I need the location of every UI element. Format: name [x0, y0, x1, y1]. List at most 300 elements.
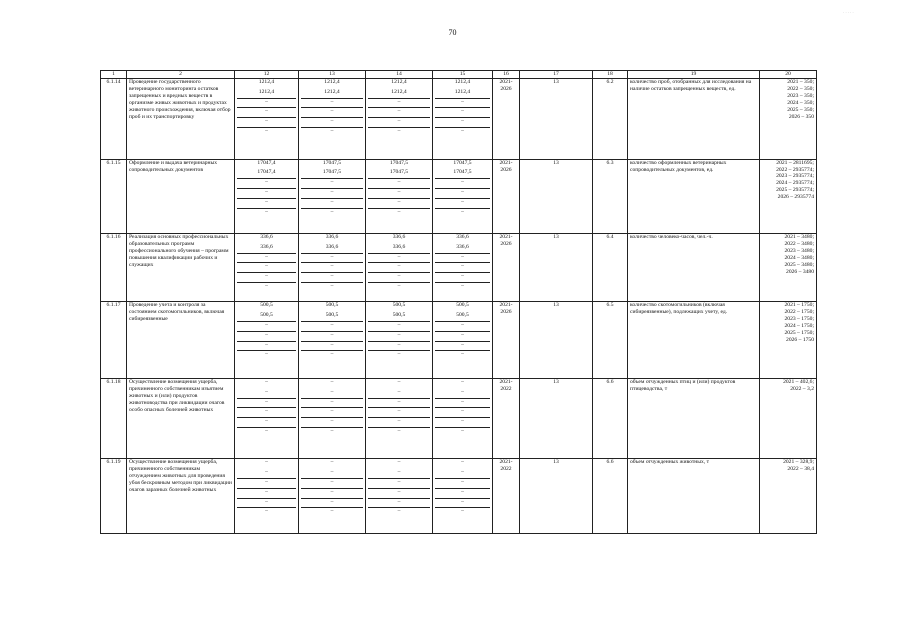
period-cell — [493, 302, 520, 379]
funding-value: 17047,5 — [453, 159, 472, 166]
header-cell: 2 — [127, 71, 235, 79]
funding-value: 500,5 — [435, 312, 490, 322]
indicator-cell — [628, 459, 760, 534]
period: 2021-2026 — [499, 159, 513, 173]
target-value: 2024 – 3480; — [784, 254, 814, 261]
funding-value: – — [237, 322, 296, 332]
col17-cell — [520, 234, 593, 302]
funding-values — [368, 79, 430, 138]
funding-value: – — [368, 108, 430, 118]
period-cell — [493, 159, 520, 233]
period: 2021-2026 — [499, 79, 513, 92]
funding-cell-c15 — [433, 79, 493, 160]
table-row — [101, 459, 817, 534]
funding-value: – — [301, 199, 363, 209]
activity-name: Проведение учета и контроля за состоянием скотомогильников, включая сибиреязвенные — [129, 302, 225, 323]
funding-cell-c12 — [235, 378, 299, 459]
indicator-number-cell — [593, 302, 628, 379]
row-number-cell — [101, 302, 127, 379]
target-value: 2024 – 2935774; — [776, 180, 814, 187]
funding-value: – — [301, 118, 363, 128]
funding-cell-c13 — [299, 159, 366, 233]
targets-list — [762, 379, 814, 393]
header-cell: 14 — [366, 71, 433, 79]
activity-name: Оформление и выдача ветеринарных сопроводительных документов — [129, 159, 218, 173]
target-value: 2021 – 402,6; — [783, 378, 814, 385]
funding-value: – — [435, 469, 490, 479]
indicator-cell — [628, 378, 760, 459]
table-header-row — [101, 71, 817, 79]
funding-value: – — [397, 282, 401, 289]
activity-name-cell — [127, 159, 235, 233]
activity-name-cell — [127, 302, 235, 379]
funding-value: – — [301, 273, 363, 283]
funding-value: 1212,4 — [454, 79, 471, 85]
row-number-cell — [101, 234, 127, 302]
funding-value: – — [368, 479, 430, 489]
funding-value: – — [368, 322, 430, 332]
target-value: 2025 – 350; — [787, 106, 814, 113]
funding-value: – — [435, 189, 490, 199]
funding-value: – — [301, 99, 363, 109]
funding-value: – — [397, 508, 401, 515]
funding-values — [237, 379, 296, 438]
funding-value: – — [435, 273, 490, 283]
col17-value: 13 — [553, 234, 559, 240]
col17-cell — [520, 159, 593, 233]
funding-value: – — [265, 208, 268, 215]
funding-values — [368, 160, 430, 219]
indicator-text: объем отчужденных птиц и (или) продуктов птицеводства, т — [630, 378, 736, 392]
funding-values — [435, 302, 490, 361]
funding-values — [301, 234, 363, 293]
funding-value: – — [237, 179, 296, 189]
targets-list — [762, 79, 814, 121]
funding-values — [368, 302, 430, 361]
funding-values — [237, 160, 296, 219]
activity-name: Осуществление возмещения ущерба, причиненного собственникам изъятием животных и (или) продуктов животноводства при ликвидации очагов особо опасных болезней животных — [129, 378, 225, 413]
header-cell: 12 — [235, 71, 299, 79]
funding-value: 500,5 — [237, 312, 296, 322]
funding-value: – — [301, 489, 363, 499]
funding-value: – — [368, 499, 430, 509]
funding-value: – — [435, 199, 490, 209]
funding-value: – — [301, 342, 363, 352]
indicator-cell — [628, 302, 760, 379]
targets-cell — [760, 302, 817, 379]
indicator-cell — [628, 79, 760, 160]
funding-cell-c15 — [433, 234, 493, 302]
funding-value: – — [237, 469, 296, 479]
period: 2021-2022 — [499, 459, 513, 473]
col17-value: 13 — [553, 159, 559, 166]
funding-cell-c12 — [235, 234, 299, 302]
funding-value: – — [397, 459, 401, 466]
funding-value: – — [301, 332, 363, 342]
funding-cell-c13 — [299, 79, 366, 160]
funding-cell-c14 — [366, 79, 433, 160]
funding-value: – — [237, 273, 296, 283]
period-cell — [493, 459, 520, 534]
funding-value: – — [435, 408, 490, 418]
funding-value: – — [397, 208, 401, 215]
funding-values — [435, 79, 490, 138]
targets-list — [762, 160, 814, 202]
funding-value: 500,5 — [368, 312, 430, 322]
funding-value: – — [237, 199, 296, 209]
funding-cell-c13 — [299, 378, 366, 459]
indicator-text: объем отчужденных животных, т — [630, 459, 710, 466]
indicator-cell — [628, 159, 760, 233]
funding-value: 17047,4 — [257, 159, 276, 166]
targets-cell — [760, 234, 817, 302]
funding-value: 336,6 — [301, 244, 363, 254]
funding-values — [301, 379, 363, 438]
row-number: 6.1.14 — [106, 79, 121, 85]
target-value: 2025 – 2935774; — [776, 187, 814, 194]
funding-value: – — [265, 127, 268, 134]
funding-value: – — [237, 263, 296, 273]
activity-name-cell — [127, 234, 235, 302]
funding-values — [435, 160, 490, 219]
funding-value: – — [368, 199, 430, 209]
funding-values — [435, 234, 490, 293]
indicator-number-cell — [593, 459, 628, 534]
funding-value: 500,5 — [301, 312, 363, 322]
funding-value: 1212,4 — [237, 89, 296, 99]
targets-cell — [760, 378, 817, 459]
funding-value: – — [265, 378, 268, 385]
activity-name-cell — [127, 459, 235, 534]
funding-value: – — [330, 459, 334, 466]
funding-values — [237, 234, 296, 293]
funding-value: – — [368, 418, 430, 428]
funding-value: – — [237, 399, 296, 409]
header-cell: 16 — [493, 71, 520, 79]
funding-cell-c15 — [433, 378, 493, 459]
target-value: 2022 – 1750; — [784, 309, 814, 316]
funding-value: – — [330, 427, 334, 434]
indicator-number-cell — [593, 79, 628, 160]
funding-value: – — [368, 254, 430, 264]
funding-value: – — [435, 179, 490, 189]
funding-value: 17047,5 — [435, 169, 490, 179]
row-number-cell — [101, 378, 127, 459]
funding-value: – — [330, 378, 334, 385]
indicator-number: 6.5 — [606, 302, 614, 309]
funding-value: 336,6 — [435, 244, 490, 254]
target-value: 2022 – 350; — [787, 85, 814, 92]
funding-value: 336,6 — [237, 244, 296, 254]
header-cell: 1 — [101, 71, 127, 79]
funding-value: – — [301, 499, 363, 509]
row-number-cell — [101, 159, 127, 233]
funding-value: – — [461, 351, 464, 358]
funding-values — [237, 79, 296, 138]
funding-cell-c14 — [366, 159, 433, 233]
target-value: 2022 – 3480; — [784, 240, 814, 247]
header-cell: 20 — [760, 71, 817, 79]
funding-values — [368, 234, 430, 293]
funding-value: – — [330, 208, 334, 215]
funding-value: – — [368, 99, 430, 109]
funding-value: – — [237, 408, 296, 418]
funding-value: – — [237, 418, 296, 428]
funding-value: – — [368, 273, 430, 283]
target-value: 2023 – 1750; — [784, 316, 814, 323]
targets-cell — [760, 79, 817, 160]
header-cell: 15 — [433, 71, 493, 79]
target-value: 2021 – 3480; — [784, 234, 814, 240]
funding-value: 500,5 — [260, 302, 273, 309]
funding-value: – — [301, 263, 363, 273]
funding-value: – — [301, 408, 363, 418]
funding-value: – — [237, 189, 296, 199]
funding-value: – — [461, 208, 464, 215]
period: 2021-2026 — [499, 302, 513, 316]
activity-name-cell — [127, 79, 235, 160]
target-value: 2026 – 2935774 — [777, 194, 814, 201]
funding-value: – — [368, 342, 430, 352]
indicator-number: 6.4 — [606, 234, 614, 240]
funding-value: – — [265, 508, 268, 515]
funding-value: – — [461, 282, 464, 289]
funding-value: 17047,4 — [237, 169, 296, 179]
funding-value: – — [237, 499, 296, 509]
funding-value: – — [237, 99, 296, 109]
table-row — [101, 378, 817, 459]
target-value: 2022 – 38,4 — [787, 466, 814, 473]
target-value: 2026 – 350 — [788, 113, 814, 120]
scan-speck: · · · · · — [843, 10, 854, 15]
indicator-number: 6.3 — [606, 159, 614, 166]
funding-value: – — [435, 332, 490, 342]
indicator-number-cell — [593, 378, 628, 459]
funding-value: – — [237, 332, 296, 342]
funding-values — [301, 160, 363, 219]
funding-value: 500,5 — [392, 302, 406, 309]
header-cell: 13 — [299, 71, 366, 79]
funding-value: – — [301, 179, 363, 189]
funding-cell-c12 — [235, 302, 299, 379]
funding-value: – — [301, 322, 363, 332]
funding-value: – — [301, 479, 363, 489]
funding-value: – — [435, 99, 490, 109]
funding-value: 17047,5 — [368, 169, 430, 179]
funding-value: – — [435, 479, 490, 489]
funding-value: – — [461, 127, 464, 134]
col17-value: 13 — [553, 378, 559, 385]
target-value: 2021 – 1750; — [784, 302, 814, 309]
col17-cell — [520, 459, 593, 534]
target-value: 2023 – 350; — [787, 92, 814, 99]
funding-value: – — [301, 469, 363, 479]
indicator-cell — [628, 234, 760, 302]
row-number: 6.1.19 — [106, 459, 121, 466]
funding-value: – — [368, 489, 430, 499]
indicator-number-cell — [593, 234, 628, 302]
funding-values — [237, 302, 296, 361]
activity-name-cell — [127, 378, 235, 459]
period-cell — [493, 234, 520, 302]
funding-value: – — [301, 389, 363, 399]
col17-value: 13 — [553, 459, 559, 466]
indicator-text: количество человеко-часов, чел.-ч. — [630, 234, 713, 240]
funding-cell-c13 — [299, 234, 366, 302]
funding-value: – — [435, 263, 490, 273]
funding-value: 1212,4 — [258, 79, 275, 85]
target-value: 2021 – 2811695; — [776, 159, 814, 166]
funding-value: – — [368, 189, 430, 199]
col17-cell — [520, 378, 593, 459]
funding-cell-c14 — [366, 302, 433, 379]
funding-value: 17047,5 — [322, 159, 342, 166]
funding-value: – — [435, 418, 490, 428]
funding-cell-c15 — [433, 159, 493, 233]
indicator-number-cell — [593, 159, 628, 233]
funding-value: – — [237, 389, 296, 399]
funding-cell-c14 — [366, 378, 433, 459]
funding-value: – — [435, 399, 490, 409]
funding-value: – — [397, 351, 401, 358]
funding-value: – — [368, 408, 430, 418]
funding-cell-c14 — [366, 234, 433, 302]
funding-value: – — [330, 508, 334, 515]
activity-name: Проведение государственного ветеринарного мониторинга остатков запрещенных и вредных веществ в организме живых животных и продуктах животного происхождения, включая отбор проб и их транспортировку — [129, 79, 231, 120]
target-value: 2025 – 3480; — [784, 261, 814, 268]
funding-value: – — [301, 189, 363, 199]
row-number: 6.1.15 — [106, 159, 121, 166]
funding-value: – — [330, 351, 334, 358]
funding-value: – — [237, 254, 296, 264]
funding-values — [301, 79, 363, 138]
indicator-number: 6.6 — [606, 459, 614, 466]
funding-value: – — [368, 118, 430, 128]
funding-values — [368, 379, 430, 438]
funding-value: – — [435, 108, 490, 118]
funding-value: 336,6 — [368, 244, 430, 254]
funding-value: – — [301, 418, 363, 428]
funding-value: – — [368, 399, 430, 409]
target-value: 2026 – 3480 — [786, 268, 814, 275]
indicator-text: количество скотомогильников (включая сибиреязвенные), подлежащих учету, ед. — [630, 302, 728, 316]
funding-value: – — [368, 332, 430, 342]
funding-value: 500,5 — [325, 302, 339, 309]
period-cell — [493, 79, 520, 160]
funding-value: – — [397, 127, 401, 134]
row-number: 6.1.18 — [106, 378, 121, 385]
funding-value: – — [265, 351, 268, 358]
funding-value: – — [301, 254, 363, 264]
page-number: 70 — [448, 28, 457, 37]
funding-value: 500,5 — [456, 302, 469, 309]
row-number-cell — [101, 79, 127, 160]
targets-list — [762, 459, 814, 473]
funding-value: 1212,4 — [435, 89, 490, 99]
funding-cell-c15 — [433, 459, 493, 534]
target-value: 2026 – 1750 — [786, 337, 814, 344]
indicator-text: количество оформленных ветеринарных сопроводительных документов, ед. — [630, 159, 727, 173]
table-row — [101, 79, 817, 160]
funding-value: – — [237, 479, 296, 489]
indicator-number: 6.6 — [606, 378, 614, 385]
funding-value: – — [237, 118, 296, 128]
funding-value: – — [435, 118, 490, 128]
col17-cell — [520, 302, 593, 379]
header-cell: 18 — [593, 71, 628, 79]
funding-value: 336,6 — [260, 234, 273, 240]
funding-value: – — [265, 282, 268, 289]
period-cell — [493, 378, 520, 459]
header-cell: 17 — [520, 71, 593, 79]
funding-value: 17047,5 — [389, 159, 409, 166]
funding-value: – — [301, 399, 363, 409]
funding-cell-c12 — [235, 79, 299, 160]
funding-value: 1212,4 — [391, 79, 407, 85]
funding-value: – — [368, 389, 430, 399]
funding-cell-c15 — [433, 302, 493, 379]
funding-value: 336,6 — [392, 234, 406, 240]
indicator-text: количество проб, отобранных для исследования на наличие остатков запрещенных веществ, ед. — [630, 79, 752, 92]
funding-values — [368, 459, 430, 518]
col17-value: 13 — [553, 79, 559, 85]
funding-value: 336,6 — [325, 234, 339, 240]
funding-value: – — [397, 378, 401, 385]
funding-value: – — [330, 127, 334, 134]
funding-values — [435, 379, 490, 438]
funding-value: – — [461, 378, 464, 385]
target-value: 2025 – 1750; — [784, 330, 814, 337]
row-number: 6.1.17 — [106, 302, 121, 309]
funding-value: – — [237, 342, 296, 352]
funding-value: – — [368, 263, 430, 273]
funding-value: – — [461, 427, 464, 434]
funding-values — [301, 459, 363, 518]
funding-cell-c12 — [235, 159, 299, 233]
target-value: 2022 – 3,2 — [790, 385, 814, 392]
funding-value: – — [301, 108, 363, 118]
funding-value: – — [237, 489, 296, 499]
funding-values — [301, 302, 363, 361]
funding-cell-c13 — [299, 302, 366, 379]
funding-value: – — [435, 389, 490, 399]
targets-list — [762, 234, 814, 276]
funding-value: 1212,4 — [368, 89, 430, 99]
activity-name: Реализация основных профессиональных образовательных программ профессионального обучения – программ повышения квалификации рабочих и служащих — [129, 234, 229, 268]
funding-values — [237, 459, 296, 518]
funding-value: – — [330, 282, 334, 289]
row-number: 6.1.16 — [106, 234, 121, 240]
target-value: 2024 – 350; — [787, 99, 814, 106]
funding-value: – — [265, 427, 268, 434]
indicator-number: 6.2 — [606, 79, 614, 85]
funding-value: – — [435, 322, 490, 332]
funding-value: 336,6 — [456, 234, 469, 240]
funding-value: – — [435, 489, 490, 499]
funding-value: – — [265, 459, 268, 466]
funding-value: – — [461, 508, 464, 515]
funding-values — [435, 459, 490, 518]
col17-cell — [520, 79, 593, 160]
header-cell: 19 — [628, 71, 760, 79]
targets-cell — [760, 159, 817, 233]
target-value: 2021 – 328,9; — [783, 459, 814, 466]
col17-value: 13 — [553, 302, 559, 309]
funding-value: 1212,4 — [324, 79, 340, 85]
funding-value: – — [435, 254, 490, 264]
table-row — [101, 234, 817, 302]
funding-value: – — [368, 179, 430, 189]
